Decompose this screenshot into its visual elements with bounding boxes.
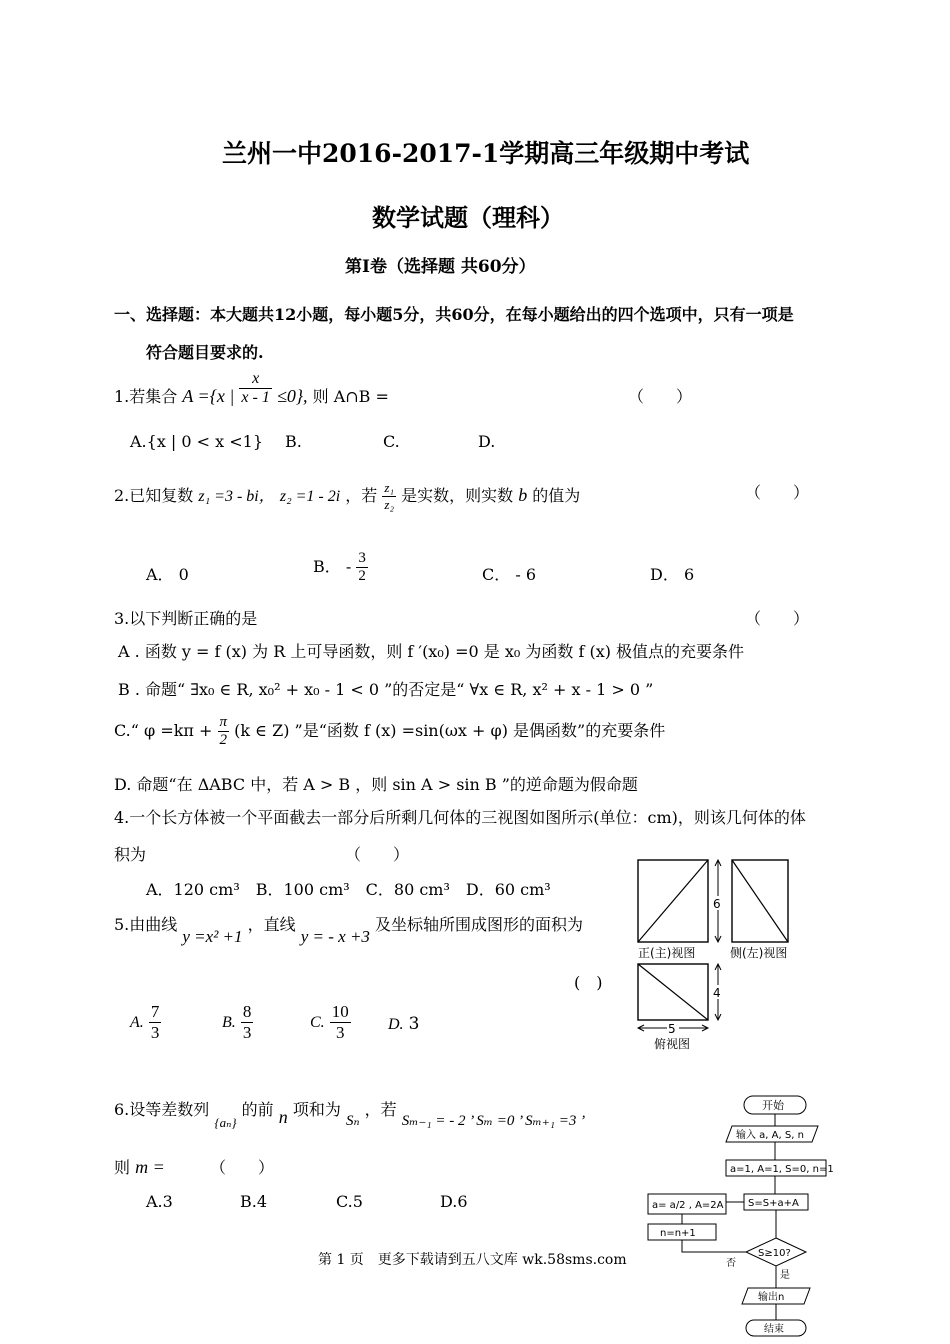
q5-option-a <box>130 1002 161 1043</box>
flow-end-label: 结束 <box>764 1324 784 1335</box>
q4-options: A．120 cm³ B．100 cm³ C．80 cm³ D．60 cm³ <box>146 880 551 899</box>
q6-option-a: A.3 <box>146 1192 173 1211</box>
q6-then <box>114 1155 165 1178</box>
q3-option-a: A . 函数 y = f (x) 为 R 上可导函数，则 f ′(x₀) =0 是 x₀ 为函数 f (x) 极值点的充要条件 <box>118 642 745 661</box>
q5-option-d-label: D. <box>388 1016 404 1033</box>
q6-option-b: B.4 <box>240 1192 268 1211</box>
q1-frac-den: x - 1 <box>241 389 270 406</box>
q2-option-b-num: 3 <box>358 550 366 566</box>
q5-option-b-num: 8 <box>242 1002 252 1021</box>
front-view-diagonal <box>638 860 708 942</box>
q1-option-b: B. <box>285 432 302 451</box>
q6-mid2: 项和为 <box>292 1100 341 1119</box>
q1-fraction <box>239 370 271 407</box>
q2-option-d <box>650 562 694 585</box>
flow-update-a-label: a= a/2 , A=2A <box>652 1200 724 1211</box>
q5-option-a-fraction <box>149 1002 162 1043</box>
q5-line: y = - x +3 <box>300 927 370 946</box>
q5-option-c-den: 3 <box>336 1023 345 1042</box>
q1-frac-num: x <box>239 370 271 389</box>
q6-then-label: 则 <box>114 1158 131 1177</box>
flow-start-label: 开始 <box>762 1099 784 1112</box>
exam-title: 兰州一中2016-2017-1学期高三年级期中考试 <box>222 139 750 168</box>
section-instructions-line2: 符合题目要求的. <box>146 343 264 362</box>
q6-mid3: ，若 <box>364 1100 397 1119</box>
section-instructions-line1: 一、选择题：本大题共12小题，每小题5分，共60分，在每小题给出的四个选项中，只有一项是 <box>114 305 794 324</box>
dim-6-label: 6 <box>713 897 721 911</box>
q1-set-right: ≤0}, <box>276 386 308 406</box>
q2-z2: z₂ =1 - 2i <box>279 488 341 505</box>
q2-fraction <box>382 480 396 513</box>
q1-option-a: A.{x | 0 < x <1} <box>130 432 264 451</box>
q5-option-d-value: 3 <box>408 1014 420 1034</box>
flowchart <box>640 1090 840 1340</box>
q3-c-den: 2 <box>219 732 228 748</box>
q3-option-d: D. 命题“在 ΔABC 中，若 A > B ，则 sin A > sin B ”的逆命题为假命题 <box>114 775 638 794</box>
flow-cond-label: S≥10? <box>758 1248 791 1259</box>
q5-option-b-fraction <box>241 1002 254 1043</box>
q6-answer-paren: （ ） <box>210 1158 275 1177</box>
flow-no-label: 否 <box>726 1258 736 1269</box>
top-view-label: 俯视图 <box>654 1037 691 1051</box>
q5-option-a-num: 7 <box>150 1002 160 1021</box>
q4-line2: 积为 <box>114 845 147 864</box>
q5-option-c-label: C. <box>310 1014 325 1031</box>
q3-stem: 3.以下判断正确的是 <box>114 609 258 628</box>
q1-prefix: 1.若集合 <box>114 387 178 406</box>
q5-option-c-num: 10 <box>331 1002 349 1021</box>
q3-answer-paren: （ ） <box>745 609 810 628</box>
q2-option-c <box>482 562 536 585</box>
q2-mid: ，若 <box>345 486 378 505</box>
q4-answer-paren: （ ） <box>345 845 410 864</box>
q2-option-b-fraction <box>356 550 368 585</box>
q5-mid: ，直线 <box>247 915 296 934</box>
q2-frac-num: z₁ <box>384 480 394 495</box>
q5-option-b-label: B. <box>222 1014 236 1031</box>
q5-answer-paren: ( ) <box>574 973 603 992</box>
q2-option-a <box>146 562 189 585</box>
q2-option-b-sign: - <box>345 557 352 576</box>
q3-option-b: B . 命题“ ∃x₀ ∈ R, x₀² + x₀ - 1 < 0 ”的否定是“ ∀x ∈ R, x² + x - 1 > 0 ” <box>118 680 654 699</box>
flow-arrow-no <box>682 1240 746 1252</box>
q2-tail1: 是实数，则实数 <box>401 486 514 505</box>
page-footer: 第 1 页 更多下载请到五八文库 wk.58sms.com <box>318 1252 627 1268</box>
q6-sn: Sₙ <box>345 1113 360 1129</box>
q1-option-d: D. <box>478 432 496 451</box>
question-5 <box>114 912 584 946</box>
q2-option-b <box>313 550 368 585</box>
q3-c-fraction <box>218 714 230 749</box>
part-heading: 第I卷（选择题 共60分） <box>345 257 536 277</box>
q1-answer-paren: （ ） <box>628 387 693 406</box>
q6-mid1: 的前 <box>241 1100 274 1119</box>
side-view-diagonal <box>732 860 788 942</box>
q2-option-d-value: 6 <box>683 565 695 584</box>
q2-option-d-label: D． <box>650 565 679 584</box>
flow-update-s-label: S=S+a+A <box>748 1198 799 1209</box>
q3-option-c <box>114 714 665 749</box>
q5-option-a-den: 3 <box>150 1023 160 1042</box>
flow-output-label: 输出n <box>758 1292 785 1303</box>
dim-5-label: 5 <box>668 1022 676 1036</box>
q2-b: b <box>518 485 528 505</box>
q6-option-d: D.6 <box>440 1192 468 1211</box>
q5-option-c-fraction <box>330 1002 351 1043</box>
q5-tail: 及坐标轴所围成图形的面积为 <box>375 915 584 934</box>
q5-option-c <box>310 1002 351 1043</box>
flow-init-label: a=1, A=1, S=0, n=1 <box>730 1164 834 1175</box>
flow-input-label: 输入 a, A, S, n <box>736 1130 804 1141</box>
question-2 <box>114 480 580 513</box>
q6-n: n <box>278 1107 288 1127</box>
side-view-label: 侧(左)视图 <box>730 946 788 960</box>
q1-option-c: C. <box>383 432 400 451</box>
q2-option-b-den: 2 <box>358 568 366 584</box>
q6-m: m = <box>135 1157 165 1177</box>
q2-option-a-label: A． <box>146 565 174 584</box>
q6-option-c: C.5 <box>336 1192 363 1211</box>
q1-set-left: A ={x | <box>182 386 235 406</box>
exam-subtitle: 数学试题（理科） <box>372 203 564 232</box>
question-6 <box>114 1097 586 1130</box>
q2-z1: z₁ =3 - bi， <box>198 488 275 505</box>
q2-option-b-label: B． <box>313 557 341 576</box>
q2-frac-den: z₂ <box>384 497 394 512</box>
q5-option-a-label: A. <box>130 1014 144 1031</box>
flow-update-n-label: n=n+1 <box>660 1228 696 1239</box>
q2-option-a-value: 0 <box>178 565 189 584</box>
q1-tail: 则 A∩B = <box>312 387 389 406</box>
q6-prefix: 6.设等差数列 <box>114 1100 210 1119</box>
q5-option-d <box>388 1014 419 1034</box>
question-1 <box>114 370 389 407</box>
q6-seq: {aₙ} <box>214 1115 237 1130</box>
q3-c-num: π <box>219 714 228 730</box>
flow-yes-label: 是 <box>780 1270 790 1281</box>
q3-c-pre: C.“ φ =kπ + <box>114 721 213 740</box>
three-view-figure <box>632 856 802 1056</box>
top-view-diagonal <box>638 964 708 1020</box>
q5-prefix: 5.由曲线 <box>114 915 178 934</box>
q4-line1: 4.一个长方体被一个平面截去一部分后所剩几何体的三视图如图所示(单位：cm)，则该几何体的体 <box>114 808 806 827</box>
front-view-label: 正(主)视图 <box>638 946 696 960</box>
dim-4-label: 4 <box>713 986 721 1000</box>
q6-condition: Sₘ₋₁ = - 2 ’ Sₘ =0 ’ Sₘ₊₁ =3 ’ <box>401 1113 586 1129</box>
q2-answer-paren: （ ） <box>745 483 810 502</box>
q5-option-b <box>222 1002 253 1043</box>
q5-curve: y =x² +1 <box>182 927 243 946</box>
q5-option-b-den: 3 <box>242 1023 252 1042</box>
q2-tail2: 的值为 <box>532 486 581 505</box>
q2-option-c-label: C． <box>482 565 511 584</box>
q2-option-c-value: - 6 <box>515 565 537 584</box>
q2-prefix: 2.已知复数 <box>114 486 194 505</box>
q3-c-post: (k ∈ Z) ”是“函数 f (x) =sin(ωx + φ) 是偶函数”的充要条件 <box>234 721 666 740</box>
